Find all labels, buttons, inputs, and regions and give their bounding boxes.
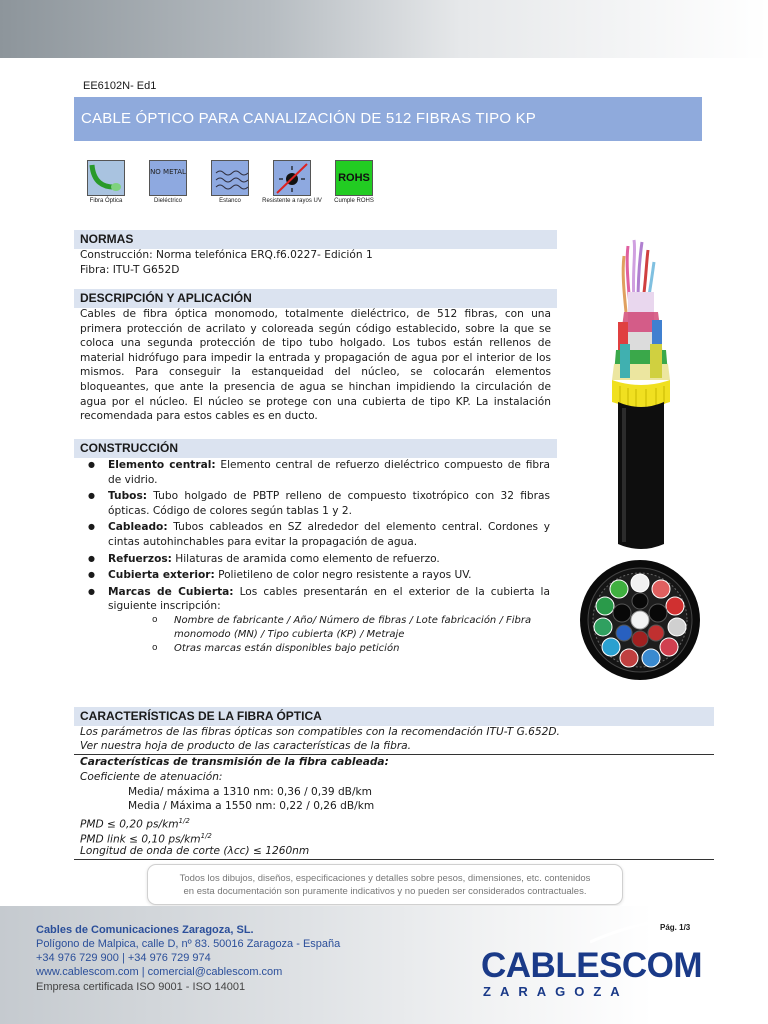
company-name: Cables de Comunicaciones Zaragoza, SL. (36, 924, 254, 936)
disclaimer-box: Todos los dibujos, diseños, especificaciones y detalles sobre pesos, dimensiones, etc. contenidos en esta documentación son puramente indicativos y no pueden ser considerados contractuales. (147, 864, 623, 905)
fiber-icon (87, 160, 125, 196)
construccion-list (80, 458, 550, 658)
sub-list-item: o Nombre de fabricante / Año/ Número de fibras / Lote fabricación / Fibra monomodo (MN) / Tipo cubierta (KP) / Metraje (108, 614, 550, 642)
atenuacion-1310: Media/ máxima a 1310 nm: 0,36 / 0,39 dB/km (128, 786, 372, 798)
list-item: ● Elemento central: Elemento central de refuerzo dieléctrico compuesto de fibra de vidrio. (80, 458, 550, 487)
sub-list-item: o Otras marcas están disponibles bajo petición (108, 642, 550, 656)
transmision-subheading: Características de transmisión de la fibra cableada: (80, 756, 389, 768)
section-normas: NORMAS (74, 230, 557, 249)
cable-cross-section (579, 559, 701, 681)
list-item: ● Refuerzos: Hilaturas de aramida como elemento de refuerzo. (80, 552, 550, 567)
list-item: ● Cubierta exterior: Polietileno de color negro resistente a rayos UV. (80, 568, 550, 583)
normas-construccion: Construcción: Norma telefónica ERQ.f6.0227- Edición 1 (80, 249, 373, 261)
section-construccion: CONSTRUCCIÓN (74, 439, 557, 458)
title-bar (74, 97, 702, 141)
fibra-compatibilidad: Los parámetros de las fibras ópticas son compatibles con la recomendación ITU-T G.652D. (80, 726, 560, 738)
no-metal-icon: NO METAL (149, 160, 187, 196)
company-certification: Empresa certificada ISO 9001 - ISO 14001 (36, 981, 246, 993)
uv-icon (273, 160, 311, 196)
company-phone: +34 976 729 900 | +34 976 729 974 (36, 952, 211, 964)
company-address: Polígono de Malpica, calle D, nº 83. 50016 Zaragoza - España (36, 938, 341, 950)
corte-longitud-onda: Longitud de onda de corte (λcc) ≤ 1260nm (80, 845, 310, 857)
document-code: EE6102N- Ed1 (83, 80, 157, 92)
company-web[interactable]: www.cablescom.com | comercial@cablescom.com (36, 966, 283, 978)
pmd-link-value: PMD link ≤ 0,10 $ps/km^{1/2}$ (80, 832, 212, 846)
section-caracteristicas: CARACTERÍSTICAS DE LA FIBRA ÓPTICA (74, 707, 714, 726)
coef-atenuacion-label: Coeficiente de atenuación: (80, 771, 223, 783)
rohs-icon: ROHS (335, 160, 373, 196)
water-icon (211, 160, 249, 196)
list-item: ● Cableado: Tubos cableados en SZ alrededor del elemento central. Cordones y cintas autohinchables para evitar la propagación de agua. (80, 520, 550, 549)
section-descripcion: DESCRIPCIÓN Y APLICACIÓN (74, 289, 557, 308)
page-title: CABLE ÓPTICO PARA CANALIZACIÓN DE 512 FIBRAS TIPO KP (81, 110, 536, 127)
list-item: ● Tubos: Tubo holgado de PBTP relleno de compuesto tixotrópico con 32 fibras ópticas. Código de colores según tablas 1 y 2. (80, 489, 550, 518)
fibra-hoja-producto: Ver nuestra hoja de producto de las características de la fibra. (80, 740, 412, 752)
atenuacion-1550: Media / Máxima a 1550 nm: 0,22 / 0,26 dB/km (128, 800, 375, 812)
page-number: Pág. 1/3 (660, 923, 691, 932)
header-band (0, 0, 768, 58)
normas-fibra: Fibra: ITU-T G652D (80, 264, 180, 276)
cable-illustration (576, 232, 712, 562)
list-item: ● Marcas de Cubierta: Los cables presentarán en el exterior de la cubierta la siguiente inscripción: o Nombre de fabricante / Año/ Número de fibras / Lote fabricación / Fibra monomodo (MN) / Tipo cubierta (KP) / Metraje o Otras marcas están disponibles bajo petición (80, 585, 550, 656)
descripcion-text: Cables de fibra óptica monomodo, totalmente dieléctrico, de 512 fibras, con una primera protección de acrilato y coloreada según código establecido, sobre la que se coloca una segunda protección de tipo tubo holgado. Los tubos están rellenos de material hidrófugo para impedir la entrada y propagación de agua por el interior de los mismos. Para conseguir la estanqueidad del núcleo, se colocarán elementos bloqueantes, que ante la presencia de agua se hinchan impidiendo la circulación de agua por el núcleo. El núcleo se protege con una cubierta de tipo KP. La instalación recomendada para estos cables es en ducto. (80, 308, 551, 423)
cablescom-logo: CABLESCOM ZARAGOZA (481, 946, 703, 999)
divider (74, 859, 714, 860)
pmd-value: PMD ≤ 0,20 $ps/km^{1/2}$ (80, 817, 190, 831)
